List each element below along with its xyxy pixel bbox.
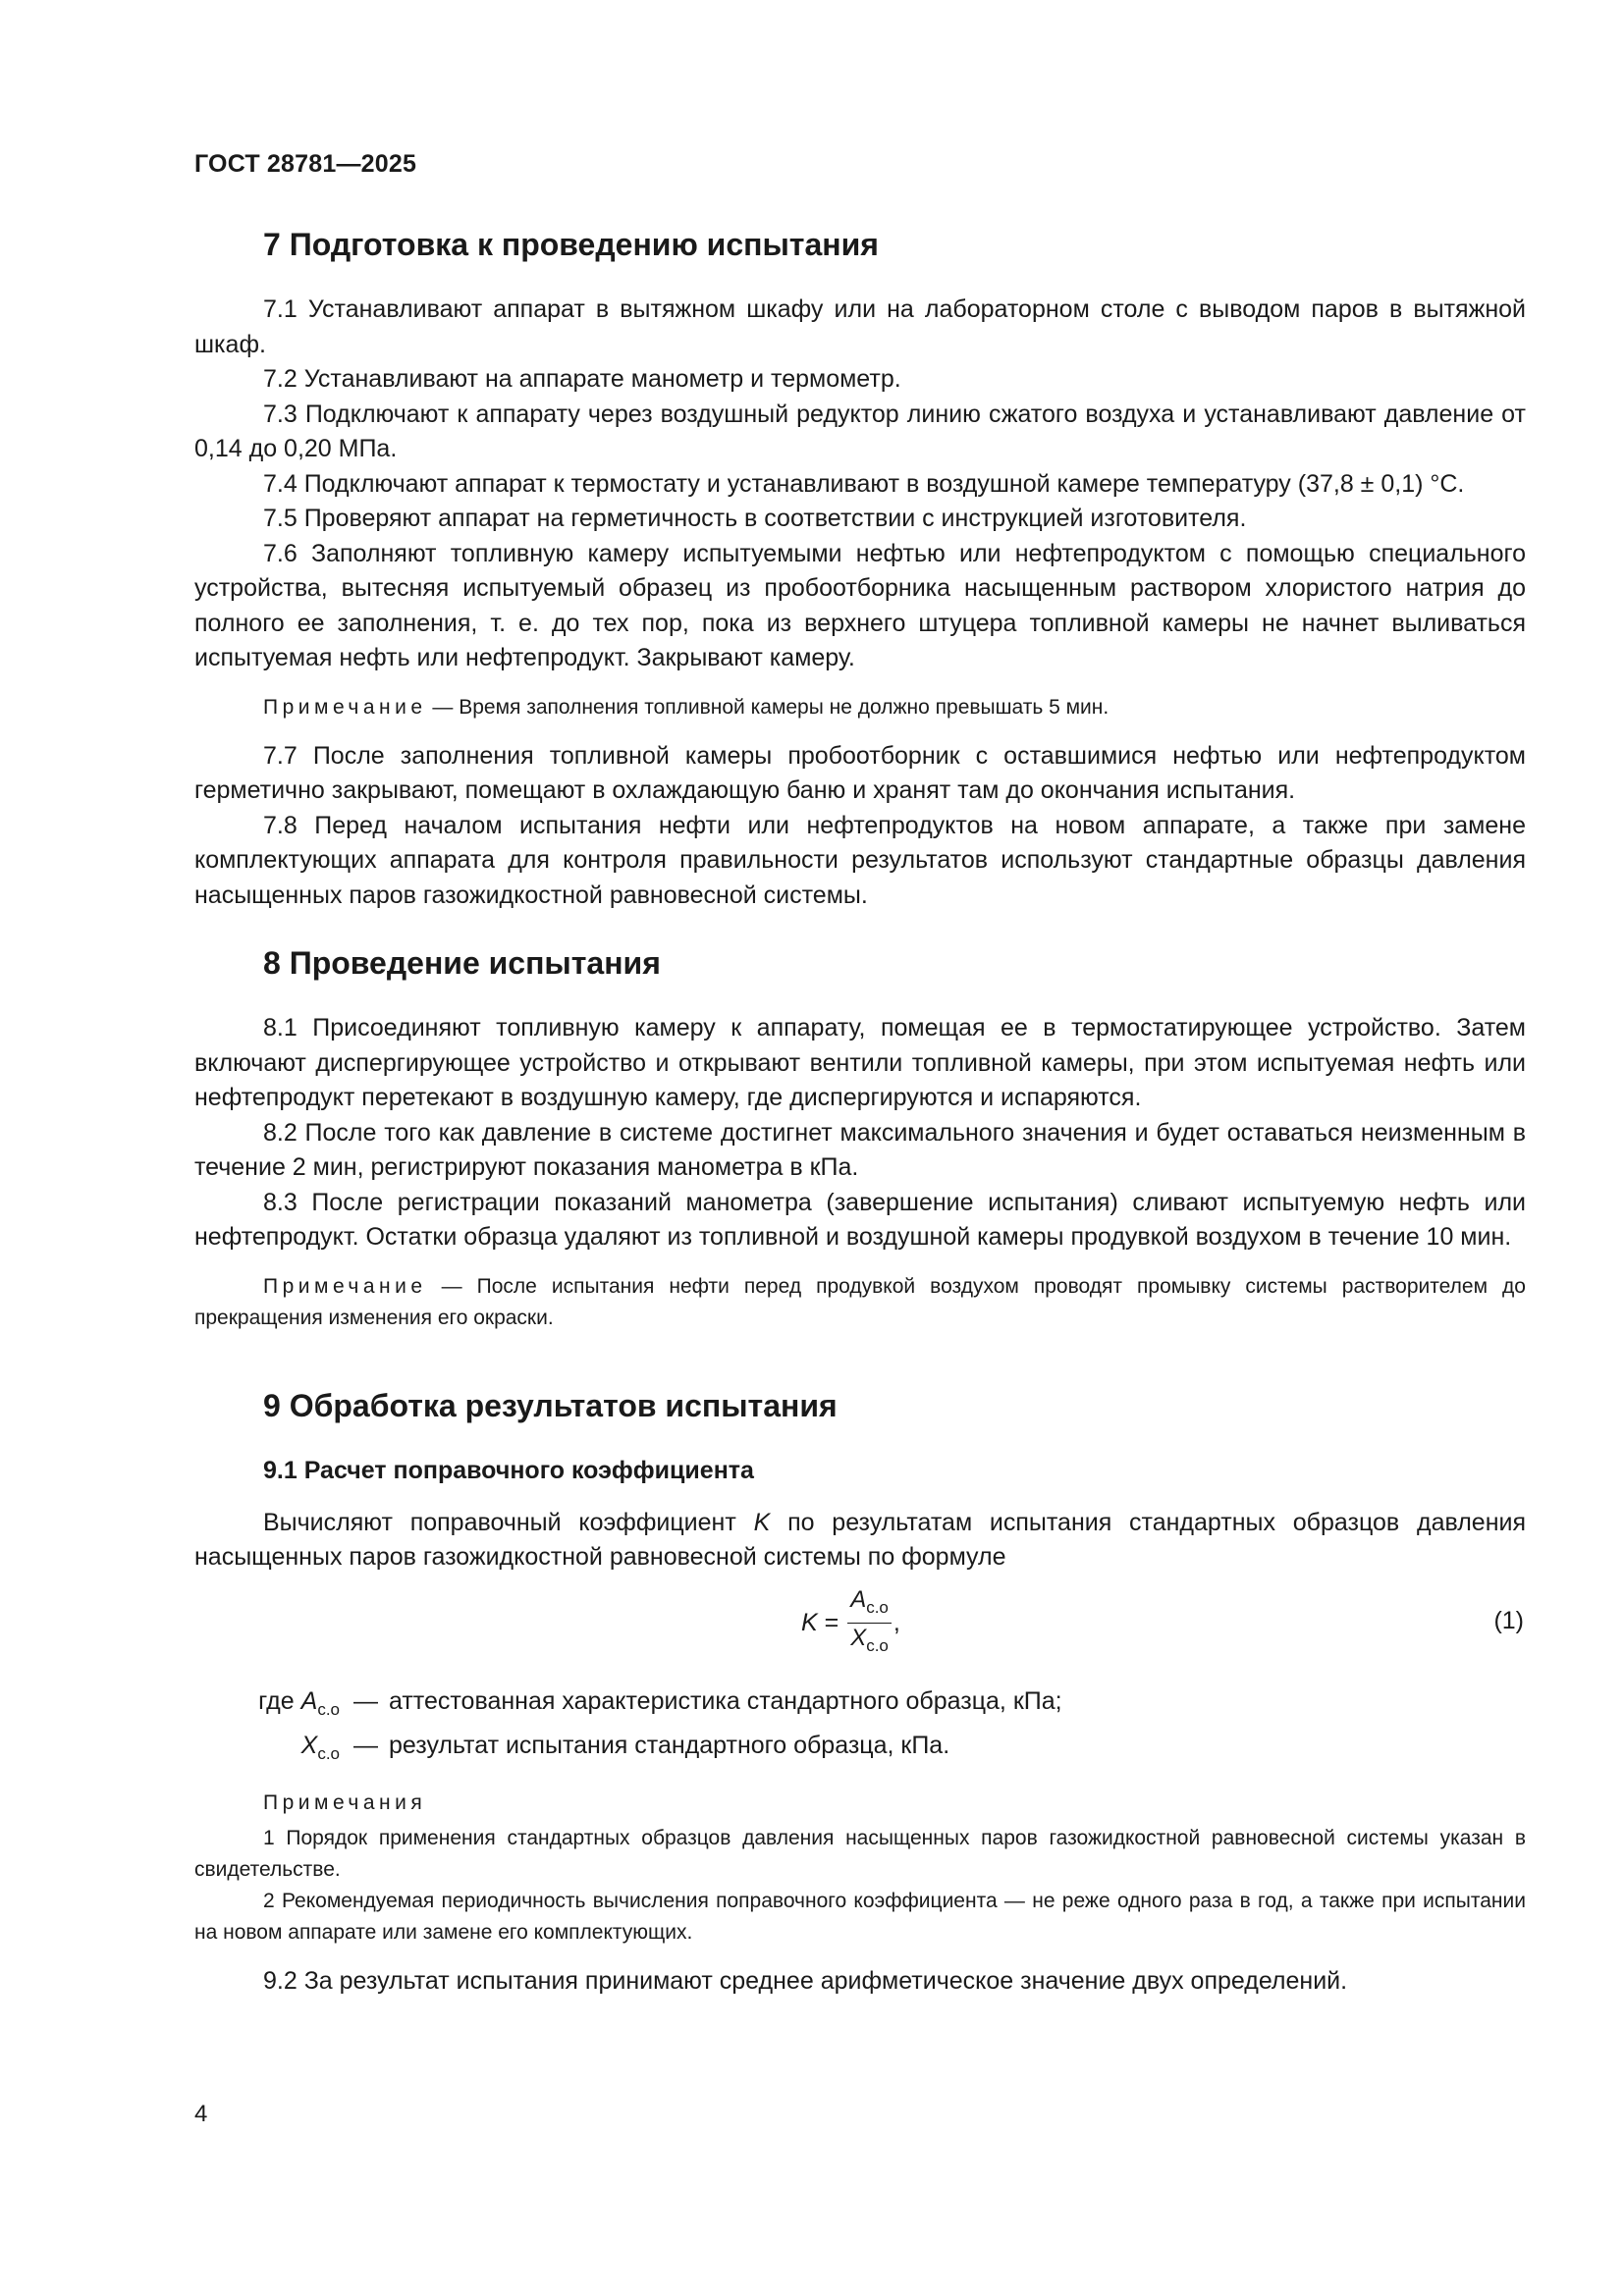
document-id: ГОСТ 28781—2025 — [194, 150, 417, 178]
paragraph-7-7: 7.7 После заполнения топливной камеры пробоотборник с оставшимися нефтью или нефтепродуктом герметично закрывают, помещают в охлаждающую баню и хранят там до окончания испытания. — [194, 741, 1526, 804]
paragraph-8-3: 8.3 После регистрации показаний манометра (завершение испытания) сливают испытуемую нефть или нефтепродукт. Остатки образца удаляют из топливной и воздушной камеры продувкой воздухом в течение 10 мин. — [194, 1188, 1526, 1251]
note-item-2: 2 Рекомендуемая периодичность вычисления поправочного коэффициента — не реже одного раза в год, а также при испытании на новом аппарате или замене его комплектующих. — [194, 1889, 1526, 1944]
formula-equals: = — [817, 1609, 846, 1636]
page-number: 4 — [194, 2101, 208, 2127]
subsection-9-1-title: 9.1 Расчет поправочного коэффициента — [263, 1456, 754, 1484]
notes-heading: Примечания — [263, 1790, 427, 1814]
formula-expression — [801, 1586, 900, 1658]
note-7 — [194, 692, 1526, 723]
page-content — [194, 224, 1526, 1999]
note-label: Примечание — [263, 695, 427, 719]
variable-k: K — [753, 1508, 771, 1536]
paragraph-7-6: 7.6 Заполняют топливную камеру испытуемыми нефтью или нефтепродуктом с помощью специального устройства, вытесняя испытуемый образец из пробоотборника насыщенным раствором хлористого натрия до полного ее заполнения, т. е. до тех пор, пока из верхнего штуцера топливной камеры не начнет выливаться испытуемая нефть или нефтепродукт. Закрывают камеру. — [194, 539, 1526, 671]
paragraph-9-1-intro: Вычисляют поправочный коэффициент K по результатам испытания стандартных образцов давления насыщенных паров газожидкостной равновесной системы по формуле — [194, 1508, 1526, 1571]
formula-trailing-comma: , — [893, 1609, 900, 1636]
paragraph-7-3: 7.3 Подключают к аппарату через воздушный редуктор линию сжатого воздуха и устанавливают давление от 0,14 до 0,20 МПа. — [194, 400, 1526, 462]
paragraph-8-2: 8.2 После того как давление в системе достигнет максимального значения и будет оставаться неизменным в течение 2 мин, регистрируют показания манометра в кПа. — [194, 1118, 1526, 1181]
where-label: где — [258, 1686, 295, 1715]
formula-lhs: K — [801, 1609, 818, 1636]
formula-fraction — [847, 1585, 892, 1661]
formula-1 — [194, 1587, 1526, 1670]
paragraph-7-2: 7.2 Устанавливают на аппарате манометр и термометр. — [263, 365, 901, 393]
note-text: — После испытания нефти перед продувкой воздухом проводят промывку системы растворителем до прекращения изменения его окраски. — [194, 1274, 1526, 1329]
variable-legend — [194, 1683, 1526, 1772]
paragraph-7-1: 7.1 Устанавливают аппарат в вытяжном шкафу или на лабораторном столе с выводом паров в вытяжной шкаф. — [194, 295, 1526, 358]
section-9-title: 9 Обработка результатов испытания — [263, 1387, 838, 1423]
note-8 — [194, 1271, 1526, 1334]
fraction-numerator: $A_{с.о}$ — [847, 1585, 892, 1624]
note-item-1: 1 Порядок применения стандартных образцов давления насыщенных паров газожидкостной равновесной системы указан в свидетельстве. — [194, 1826, 1526, 1881]
section-8-title: 8 Проведение испытания — [263, 945, 661, 981]
legend-row: $X_{с.о}$ — результат испытания стандартного образца, кПа. — [300, 1731, 950, 1763]
fraction-denominator: $X_{с.о}$ — [850, 1625, 889, 1655]
note-text: — Время заполнения топливной камеры не должно превышать 5 мин. — [426, 695, 1110, 719]
paragraph-7-4: 7.4 Подключают аппарат к термостату и устанавливают в воздушной камере температуру (37,8 ± 0,1) °С. — [263, 469, 1465, 498]
paragraph-8-1: 8.1 Присоединяют топливную камеру к аппарату, помещая ее в термостатирующее устройство. Затем включают диспергирующее устройство и открывают вентили топливной камеры, при этом испытуемая нефть или нефтепродукт перетекают в воздушную камеру, где диспергируются и испаряются. — [194, 1014, 1526, 1111]
note-label: Примечание — [263, 1274, 427, 1298]
paragraph-7-5: 7.5 Проверяют аппарат на герметичность в соответствии с инструкцией изготовителя. — [263, 505, 1247, 532]
legend-row: где $A_{с.о}$ — аттестованная характеристика стандартного образца, кПа; — [258, 1686, 1062, 1719]
equation-number: (1) — [1493, 1606, 1524, 1634]
paragraph-7-8: 7.8 Перед началом испытания нефти или нефтепродуктов на новом аппарате, а также при замене комплектующих аппарата для контроля правильности результатов используют стандартные образцы давления насыщенных паров газожидкостной равновесной системы. — [194, 811, 1526, 909]
paragraph-9-2: 9.2 За результат испытания принимают среднее арифметическое значение двух определений. — [263, 1966, 1348, 1995]
section-7-title: 7 Подготовка к проведению испытания — [263, 227, 879, 262]
